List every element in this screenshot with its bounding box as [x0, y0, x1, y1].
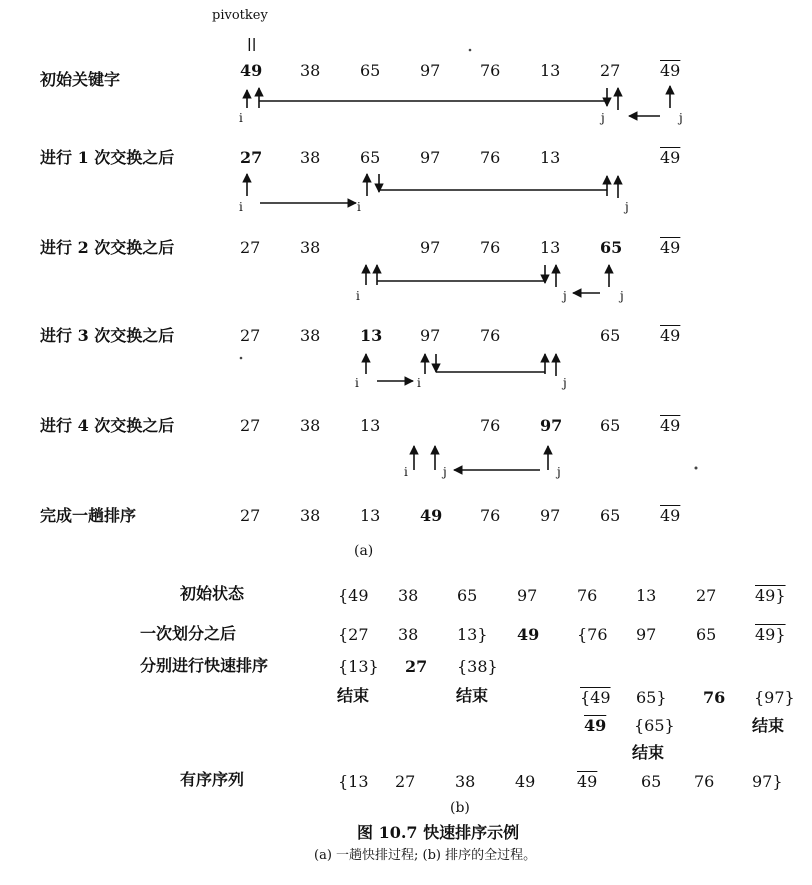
- figure-subtitle: (a) 一趟快排过程; (b) 排序的全过程。: [314, 848, 537, 863]
- b-cell: {49: [580, 688, 611, 707]
- b-cell: 49: [577, 772, 598, 791]
- value-cell: 49: [240, 61, 263, 80]
- value-cell: 27: [240, 148, 263, 167]
- value-cell: 65: [360, 148, 381, 167]
- b-cell: 65: [696, 625, 717, 644]
- pointer-i: i: [404, 465, 408, 479]
- value-cell: 76: [480, 61, 501, 80]
- caption-b: (b): [450, 800, 470, 816]
- b-cell: 97: [517, 586, 538, 605]
- pointer-j: j: [443, 465, 447, 479]
- value-cell: 27: [240, 326, 261, 345]
- b-cell: 76: [703, 688, 726, 707]
- value-cell: 97: [420, 326, 441, 345]
- value-cell: 97: [540, 416, 563, 435]
- value-cell: 49: [660, 506, 681, 525]
- value-cell: 13: [540, 238, 561, 257]
- value-cell: 76: [480, 326, 501, 345]
- b-cell: 38: [455, 772, 476, 791]
- b-cell: {97}: [754, 688, 795, 707]
- b-cell: 49}: [755, 625, 786, 644]
- pointer-i: i: [417, 376, 421, 390]
- value-cell: 65: [600, 238, 623, 257]
- b-cell: 49}: [755, 586, 786, 605]
- b-cell: 97}: [752, 772, 783, 791]
- b-cell: 27: [696, 586, 717, 605]
- row-label-swap-2: 进行 2 次交换之后: [40, 238, 175, 257]
- value-cell: 13: [540, 148, 561, 167]
- b-cell: {38}: [457, 657, 498, 676]
- b-cell-end: 结束: [752, 716, 785, 735]
- b-cell: {13}: [338, 657, 379, 676]
- b-cell: {65}: [634, 716, 675, 735]
- b-cell: 27: [395, 772, 416, 791]
- value-cell: 97: [420, 61, 441, 80]
- caption-a: (a): [354, 543, 374, 559]
- row-label-swap-3: 进行 3 次交换之后: [40, 326, 175, 345]
- pointer-j: j: [601, 111, 605, 125]
- value-cell: 76: [480, 506, 501, 525]
- b-cell: 13: [636, 586, 657, 605]
- b-cell: 97: [636, 625, 657, 644]
- value-cell: 38: [300, 148, 321, 167]
- value-cell: 65: [600, 326, 621, 345]
- b-label-partition: 一次划分之后: [140, 624, 237, 643]
- b-cell: 65}: [636, 688, 667, 707]
- value-cell: 49: [660, 61, 681, 80]
- b-cell: 27: [405, 657, 428, 676]
- pointer-i: i: [239, 200, 243, 214]
- value-cell: 38: [300, 61, 321, 80]
- value-cell: 76: [480, 238, 501, 257]
- pointer-j: j: [563, 289, 567, 303]
- value-cell: 65: [600, 416, 621, 435]
- pointer-j: j: [563, 376, 567, 390]
- value-cell: 38: [300, 506, 321, 525]
- value-cell: 97: [420, 148, 441, 167]
- b-cell: {76: [577, 625, 608, 644]
- value-cell: 49: [660, 416, 681, 435]
- b-cell: {13: [338, 772, 369, 791]
- value-cell: 27: [600, 61, 621, 80]
- row-label-done: 完成一趟排序: [40, 506, 137, 525]
- b-label-recursive: 分别进行快速排序: [140, 656, 269, 675]
- pivot-marker: ||: [247, 37, 257, 52]
- pointer-j: j: [557, 465, 561, 479]
- value-cell: 27: [240, 416, 261, 435]
- value-cell: 76: [480, 416, 501, 435]
- b-cell: 76: [577, 586, 598, 605]
- b-cell: 38: [398, 625, 419, 644]
- value-cell: 38: [300, 238, 321, 257]
- value-cell: 13: [360, 416, 381, 435]
- figure-title: 图 10.7 快速排序示例: [357, 823, 520, 842]
- b-cell-end: 结束: [337, 686, 370, 705]
- pivot-label: pivotkey: [212, 8, 268, 23]
- value-cell: 97: [540, 506, 561, 525]
- value-cell: 13: [360, 506, 381, 525]
- b-cell: 49: [515, 772, 536, 791]
- value-cell: 49: [660, 148, 681, 167]
- value-cell: 27: [240, 506, 261, 525]
- b-cell: 13}: [457, 625, 488, 644]
- b-cell: 49: [517, 625, 540, 644]
- value-cell: 13: [360, 326, 383, 345]
- value-cell: 65: [600, 506, 621, 525]
- value-cell: 76: [480, 148, 501, 167]
- b-cell-end: 结束: [632, 743, 665, 762]
- b-cell: 76: [694, 772, 715, 791]
- pointer-j: j: [620, 289, 624, 303]
- pointer-j: j: [625, 200, 629, 214]
- b-cell-end: 结束: [456, 686, 489, 705]
- pointer-i: i: [357, 200, 361, 214]
- row-label-swap-4: 进行 4 次交换之后: [40, 416, 175, 435]
- value-cell: 38: [300, 326, 321, 345]
- value-cell: 49: [660, 326, 681, 345]
- value-cell: 27: [240, 238, 261, 257]
- value-cell: 38: [300, 416, 321, 435]
- row-label-swap-1: 进行 1 次交换之后: [40, 148, 175, 167]
- pointer-i: i: [356, 289, 360, 303]
- value-cell: 65: [360, 61, 381, 80]
- value-cell: 97: [420, 238, 441, 257]
- b-label-sorted: 有序序列: [180, 770, 245, 789]
- b-cell: {49: [338, 586, 369, 605]
- b-cell: 49: [584, 716, 607, 735]
- value-cell: 49: [660, 238, 681, 257]
- pointer-i: i: [239, 111, 243, 125]
- row-label-initial: 初始关键字: [40, 70, 121, 89]
- value-cell: 13: [540, 61, 561, 80]
- b-cell: 65: [457, 586, 478, 605]
- pointer-i: i: [355, 376, 359, 390]
- b-label-initial: 初始状态: [180, 584, 245, 603]
- pointer-j: j: [679, 111, 683, 125]
- b-cell: 38: [398, 586, 419, 605]
- b-cell: 65: [641, 772, 662, 791]
- value-cell: 49: [420, 506, 443, 525]
- b-cell: {27: [338, 625, 369, 644]
